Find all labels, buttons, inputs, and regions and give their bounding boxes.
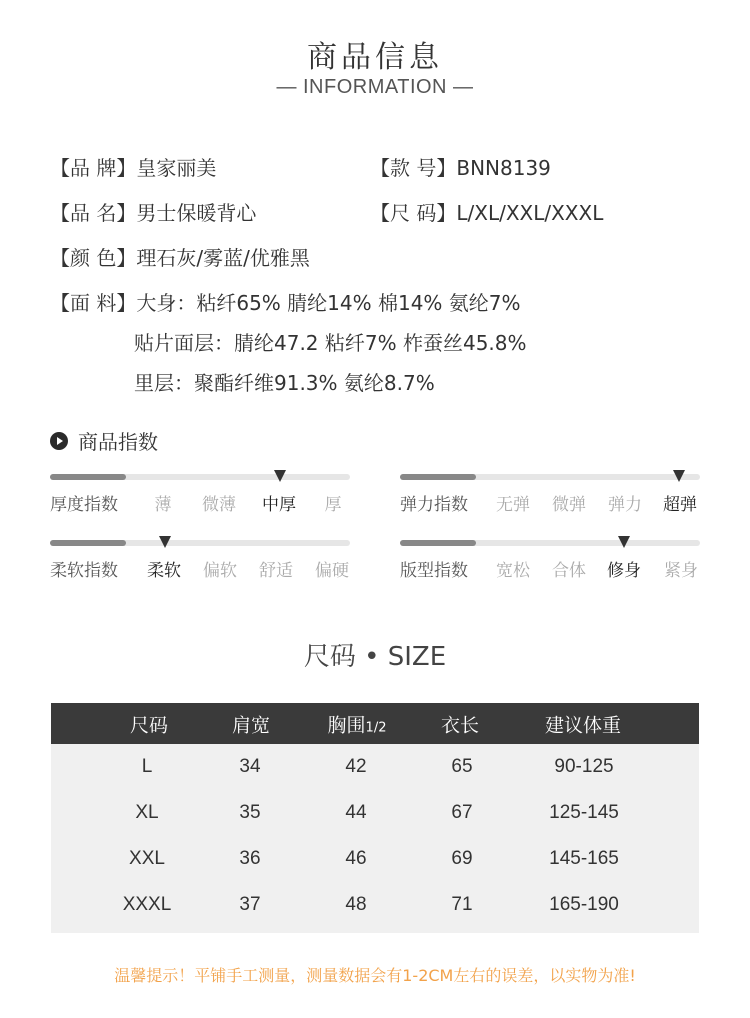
gauge-marker: [618, 536, 630, 548]
index-section-title: 商品指数: [78, 430, 158, 454]
cell-size: L: [141, 756, 153, 777]
cell-size: XL: [135, 802, 159, 823]
play-circle-icon: [50, 432, 68, 450]
gauge-fill: [400, 540, 476, 546]
page-subtitle: — INFORMATION —: [276, 76, 474, 98]
header-chest-half: 1/2: [365, 720, 387, 735]
table-header: [51, 703, 699, 744]
info-sizes: 【尺 码】L/XL/XXL/XXXL: [370, 201, 604, 225]
cell-size: XXXL: [122, 894, 172, 915]
cell-weight: 145-165: [549, 848, 619, 869]
gauge-option: 弹力: [608, 495, 642, 515]
gauge-option-selected: 柔软: [147, 561, 181, 581]
gauge-name: 厚度指数: [50, 495, 118, 515]
header-shoulder: 肩宽: [231, 714, 271, 736]
cell-shoulder: 37: [239, 894, 261, 915]
size-table: [51, 703, 699, 933]
header-size: 尺码: [129, 714, 169, 736]
gauge-option: 微弹: [552, 495, 586, 515]
info-fabric-patch: 贴片面层：腈纶47.2 粘纤7% 柞蚕丝45.8%: [134, 331, 527, 355]
gauge-option-selected: 超弹: [663, 495, 697, 515]
index-section-header: [50, 426, 158, 455]
cell-weight: 165-190: [549, 894, 619, 915]
cell-size: XXL: [129, 848, 165, 869]
measurement-tip: 温馨提示！平铺手工测量，测量数据会有1-2CM左右的误差，以实物为准!: [114, 966, 636, 985]
table-row: [51, 744, 699, 790]
gauge-name: 弹力指数: [400, 495, 468, 515]
gauge-marker: [673, 470, 685, 482]
cell-length: 65: [451, 756, 473, 777]
gauge-option: 宽松: [496, 561, 530, 581]
info-fabric-lining: 里层：聚酯纤维91.3% 氨纶8.7%: [134, 371, 435, 395]
header-chest-label: 胸围: [327, 714, 366, 736]
cell-weight: 90-125: [554, 756, 614, 777]
table-row: [51, 882, 699, 928]
gauge-fill: [50, 474, 126, 480]
cell-shoulder: 35: [239, 802, 261, 823]
cell-chest: 48: [345, 894, 367, 915]
gauge-option: 紧身: [664, 561, 698, 581]
size-section-title: 尺码 • SIZE: [303, 642, 447, 672]
info-model: 【款 号】BNN8139: [370, 156, 551, 180]
gauge-option: 薄: [154, 495, 172, 515]
header-chest: [328, 710, 387, 737]
gauge-fill: [50, 540, 126, 546]
header-length: 衣长: [440, 714, 480, 736]
cell-chest: 44: [345, 802, 367, 823]
gauge-option: 舒适: [259, 561, 293, 581]
page-title: 商品信息: [307, 40, 443, 75]
info-fabric: 【面 料】大身：粘纤65% 腈纶14% 棉14% 氨纶7%: [50, 291, 521, 315]
info-brand: 【品 牌】皇家丽美: [50, 156, 217, 180]
gauge-marker: [159, 536, 171, 548]
table-row: [51, 836, 699, 882]
table-row: [51, 790, 699, 836]
gauge-name: 柔软指数: [50, 561, 118, 581]
gauge-option: 偏软: [203, 561, 237, 581]
gauge-option: 合体: [552, 561, 586, 581]
cell-shoulder: 36: [239, 848, 261, 869]
cell-weight: 125-145: [549, 802, 619, 823]
gauge-name: 版型指数: [400, 561, 468, 581]
cell-chest: 46: [345, 848, 367, 869]
gauge-option: 微薄: [202, 495, 236, 515]
cell-length: 67: [451, 802, 473, 823]
gauge-option: 厚: [324, 495, 342, 515]
gauge-option-selected: 修身: [607, 561, 641, 581]
cell-length: 69: [451, 848, 473, 869]
cell-chest: 42: [345, 756, 367, 777]
cell-length: 71: [451, 894, 473, 915]
info-name: 【品 名】男士保暖背心: [50, 201, 257, 225]
cell-shoulder: 34: [239, 756, 261, 777]
gauge-option: 无弹: [496, 495, 530, 515]
header-weight: 建议体重: [544, 714, 622, 736]
gauge-option: 偏硬: [315, 561, 349, 581]
gauge-marker: [274, 470, 286, 482]
gauge-fill: [400, 474, 476, 480]
gauge-option-selected: 中厚: [262, 495, 296, 515]
info-colors: 【颜 色】理石灰/雾蓝/优雅黑: [50, 246, 310, 270]
